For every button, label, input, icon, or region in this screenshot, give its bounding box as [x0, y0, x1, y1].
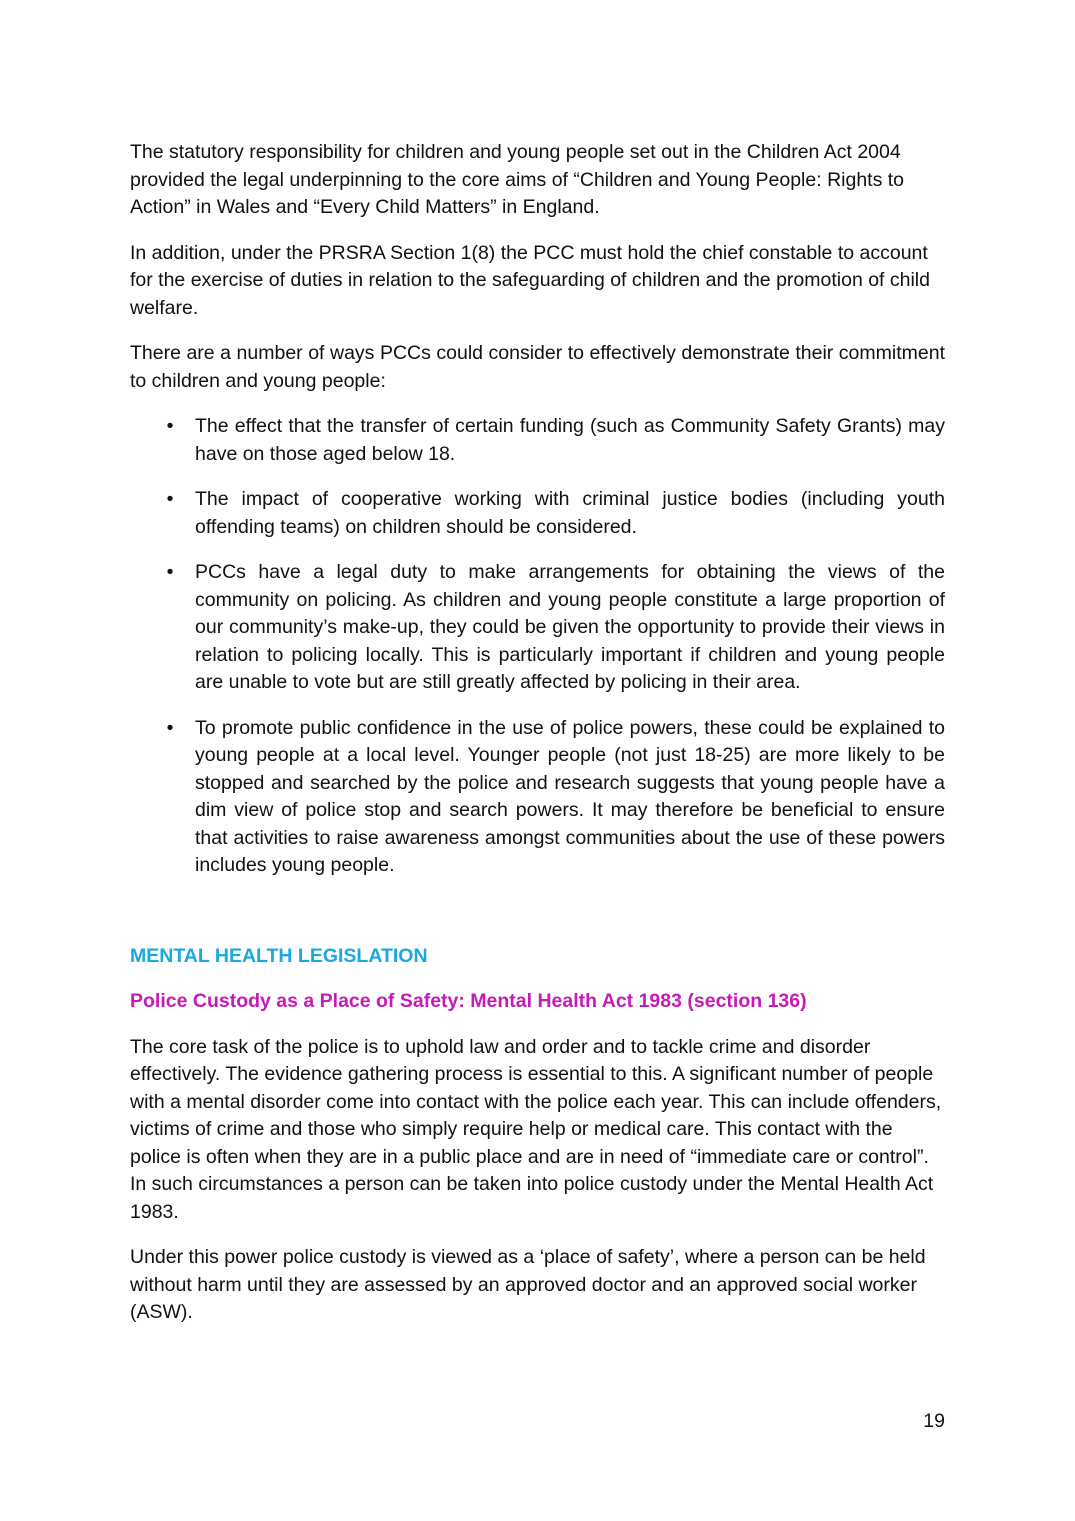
bullet-icon: •	[166, 716, 174, 739]
considerations-list	[130, 413, 945, 880]
section-spacer	[130, 898, 945, 943]
bullet-icon: •	[166, 561, 174, 583]
list-item-text: The effect that the transfer of certain funding (such as Community Safety Grants) may have on those aged below 18.	[195, 415, 945, 465]
list-item	[130, 413, 945, 468]
page-content	[130, 139, 945, 1345]
list-item-text: The impact of cooperative working with criminal justice bodies (including youth offending teams) on children should be considered.	[195, 488, 945, 538]
list-item	[130, 715, 945, 880]
intro-paragraph: The statutory responsibility for children and young people set out in the Children Act 2004 provided the legal underpinning to the core aims of “Children and Young People: Rights to Action” in Wales and “Every Child Matters” in England.	[130, 141, 905, 218]
list-item-text: PCCs have a legal duty to make arrangements for obtaining the views of the community on policing. As children and young people constitute a large proportion of our community’s make-up, they could be given the opportunity to provide their views in relation to policing locally. This is particularly important if children and young people are unable to vote but are still greatly affected by policing in their area.	[195, 561, 945, 693]
prsra-paragraph: In addition, under the PRSRA Section 1(8) the PCC must hold the chief constable to account for the exercise of duties in relation to the safeguarding of children and the promotion of child welfare.	[130, 241, 930, 319]
list-item	[130, 486, 945, 541]
bullet-icon: •	[166, 415, 174, 437]
sub-heading: Police Custody as a Place of Safety: Mental Health Act 1983 (section 136)	[130, 990, 807, 1012]
place-of-safety-paragraph: Under this power police custody is viewed as a ‘place of safety’, where a person can be held without harm until they are assessed by an approved doctor and an approved social worker (ASW).	[130, 1246, 926, 1323]
ways-paragraph: There are a number of ways PCCs could consider to effectively demonstrate their commitment to children and young people:	[130, 342, 945, 392]
page-number: 19	[923, 1410, 945, 1432]
list-item-text: To promote public confidence in the use of police powers, these could be explained to young people at a local level. Younger people (not just 18-25) are more likely to be stopped and searched by the police and research suggests that young people have a dim view of police stop and search powers. It may therefore be beneficial to ensure that activities to raise awareness amongst communities about the use of these powers includes young people.	[195, 716, 945, 876]
core-task-paragraph: The core task of the police is to uphold law and order and to tackle crime and disorder effectively. The evidence gathering process is essential to this. A significant number of people with a mental disorder come into contact with the police each year. This can include offenders, victims of crime and those who simply require help or medical care. This contact with the police is often when they are in a public place and are in need of “immediate care or control”. In such circumstances a person can be taken into police custody under the Mental Health Act 1983.	[130, 1035, 942, 1223]
list-item	[130, 559, 945, 697]
section-heading: MENTAL HEALTH LEGISLATION	[130, 944, 428, 967]
bullet-icon: •	[166, 488, 174, 510]
